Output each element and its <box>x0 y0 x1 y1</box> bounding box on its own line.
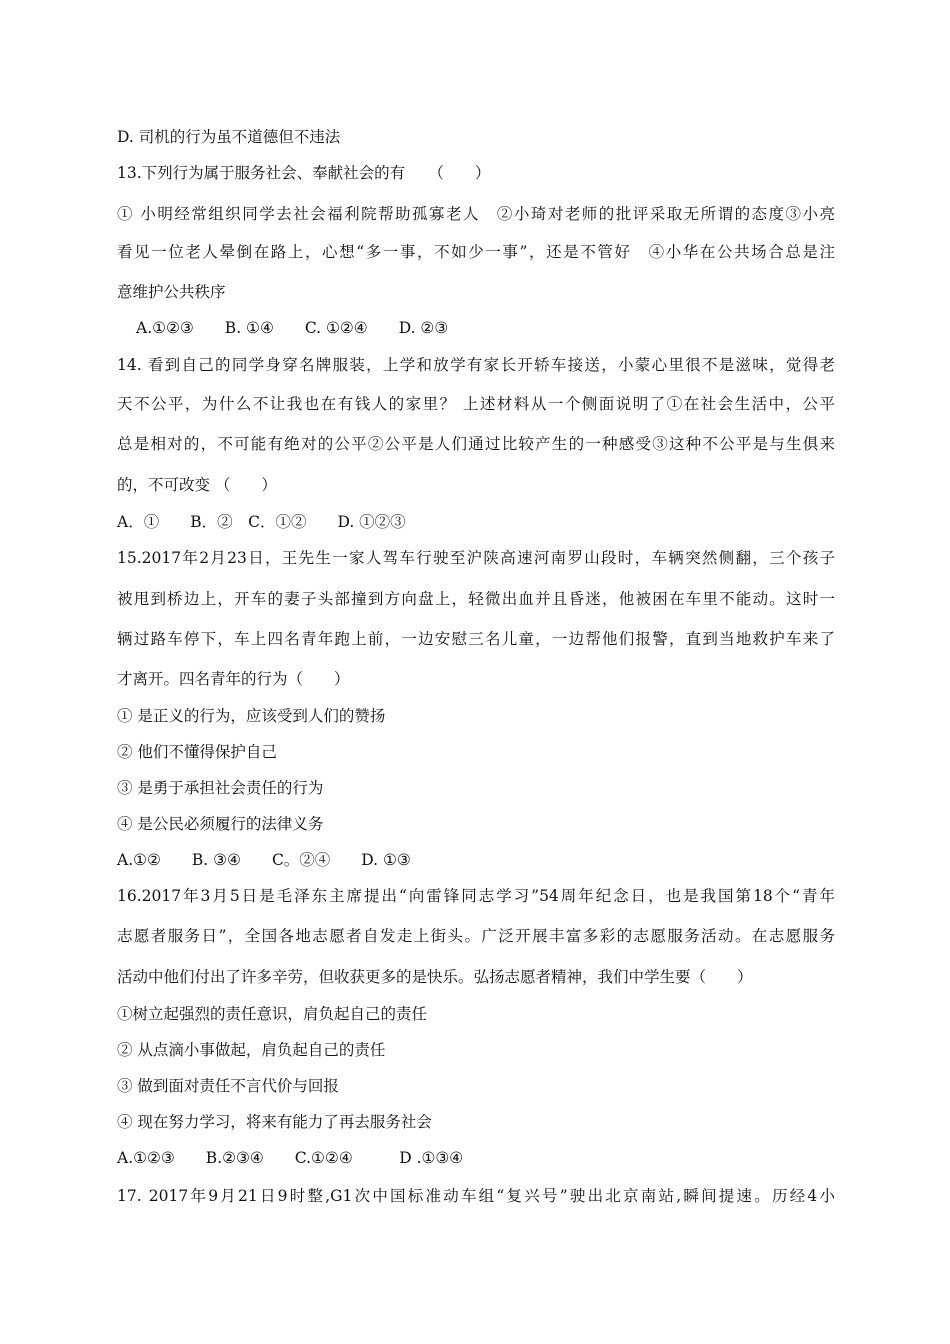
question-16-stem-line: 志愿者服务日”，全国各地志愿者自发走上街头。广泛开展丰富多彩的志愿服务活动。在志愿服务 <box>117 927 835 945</box>
question-13-item-line: 看见一位老人晕倒在路上，心想“多一事，不如少一事”，还是不管好 ④小华在公共场合总是注 <box>117 243 835 261</box>
question-17-stem-line: 17. 2017年9月21日9时整,G1次中国标准动车组“复兴号”驶出北京南站,瞬间提速。历经4小 <box>117 1187 835 1205</box>
question-15-item: ② 他们不懂得保护自己 <box>117 743 277 761</box>
question-14-stem-line: 天不公平，为什么不让我也在有钱人的家里？ 上述材料从一个侧面说明了①在社会生活中，公平 <box>117 395 835 413</box>
question-15-stem-line: 被甩到桥边上，开车的妻子头部撞到方向盘上，轻微出血并且昏迷，他被困在车里不能动。这时一 <box>117 590 835 608</box>
option-d-q12: D. 司机的行为虽不道德但不违法 <box>117 128 341 146</box>
question-13-item-line: 意维护公共秩序 <box>117 283 226 301</box>
question-14-stem-line: 14. 看到自己的同学身穿名牌服装，上学和放学有家长开轿车接送，小蒙心里很不是滋味，觉得老 <box>117 356 835 374</box>
question-14-stem-line: 的，不可改变 （ ） <box>117 476 277 494</box>
question-13-stem: 13.下列行为属于服务社会、奉献社会的有 （ ） <box>117 164 491 182</box>
question-13-item-line: ① 小明经常组织同学去社会福利院帮助孤寡老人 ②小琦对老师的批评采取无所谓的态度③小亮 <box>117 205 835 223</box>
question-15-stem-line: 才离开。四名青年的行为（ ） <box>117 670 350 688</box>
question-16-item: ② 从点滴小事做起，肩负起自己的责任 <box>117 1041 386 1059</box>
question-16-item: ④ 现在努力学习，将来有能力了再去服务社会 <box>117 1113 432 1131</box>
question-16-options: A.①②③ B.②③④ C.①②④ D .①③④ <box>117 1149 464 1167</box>
question-15-item: ④ 是公民必须履行的法律义务 <box>117 815 324 833</box>
question-15-stem-line: 辆过路车停下，车上四名青年跑上前，一边安慰三名儿童，一边帮他们报警，直到当地救护车来了 <box>117 630 835 648</box>
question-16-stem-line: 活动中他们付出了许多辛劳，但收获更多的是快乐。弘扬志愿者精神，我们中学生要（ ） <box>117 968 753 986</box>
question-15-options: A.①② B. ③④ C。②④ D. ①③ <box>117 851 411 869</box>
question-15-item: ③ 是勇于承担社会责任的行为 <box>117 779 324 797</box>
question-13-options: A.①②③ B. ①④ C. ①②④ D. ②③ <box>136 319 449 337</box>
question-15-item: ① 是正义的行为，应该受到人们的赞扬 <box>117 707 386 725</box>
question-15-stem-line: 15.2017年2月23日，王先生一家人驾车行驶至沪陕高速河南罗山段时，车辆突然侧翻，三个孩子 <box>117 549 835 567</box>
question-16-item: ①树立起强烈的责任意识，肩负起自己的责任 <box>117 1005 428 1023</box>
question-16-stem-line: 16.2017年3月5日是毛泽东主席提出“向雷锋同志学习”54周年纪念日，也是我国第18个“青年 <box>117 887 835 905</box>
question-14-stem-line: 总是相对的，不可能有绝对的公平②公平是人们通过比较产生的一种感受③这种不公平是与生俱来 <box>117 435 835 453</box>
question-16-item: ③ 做到面对责任不言代价与回报 <box>117 1077 339 1095</box>
question-14-options: A．① B．② C．①② D. ①②③ <box>117 513 406 531</box>
